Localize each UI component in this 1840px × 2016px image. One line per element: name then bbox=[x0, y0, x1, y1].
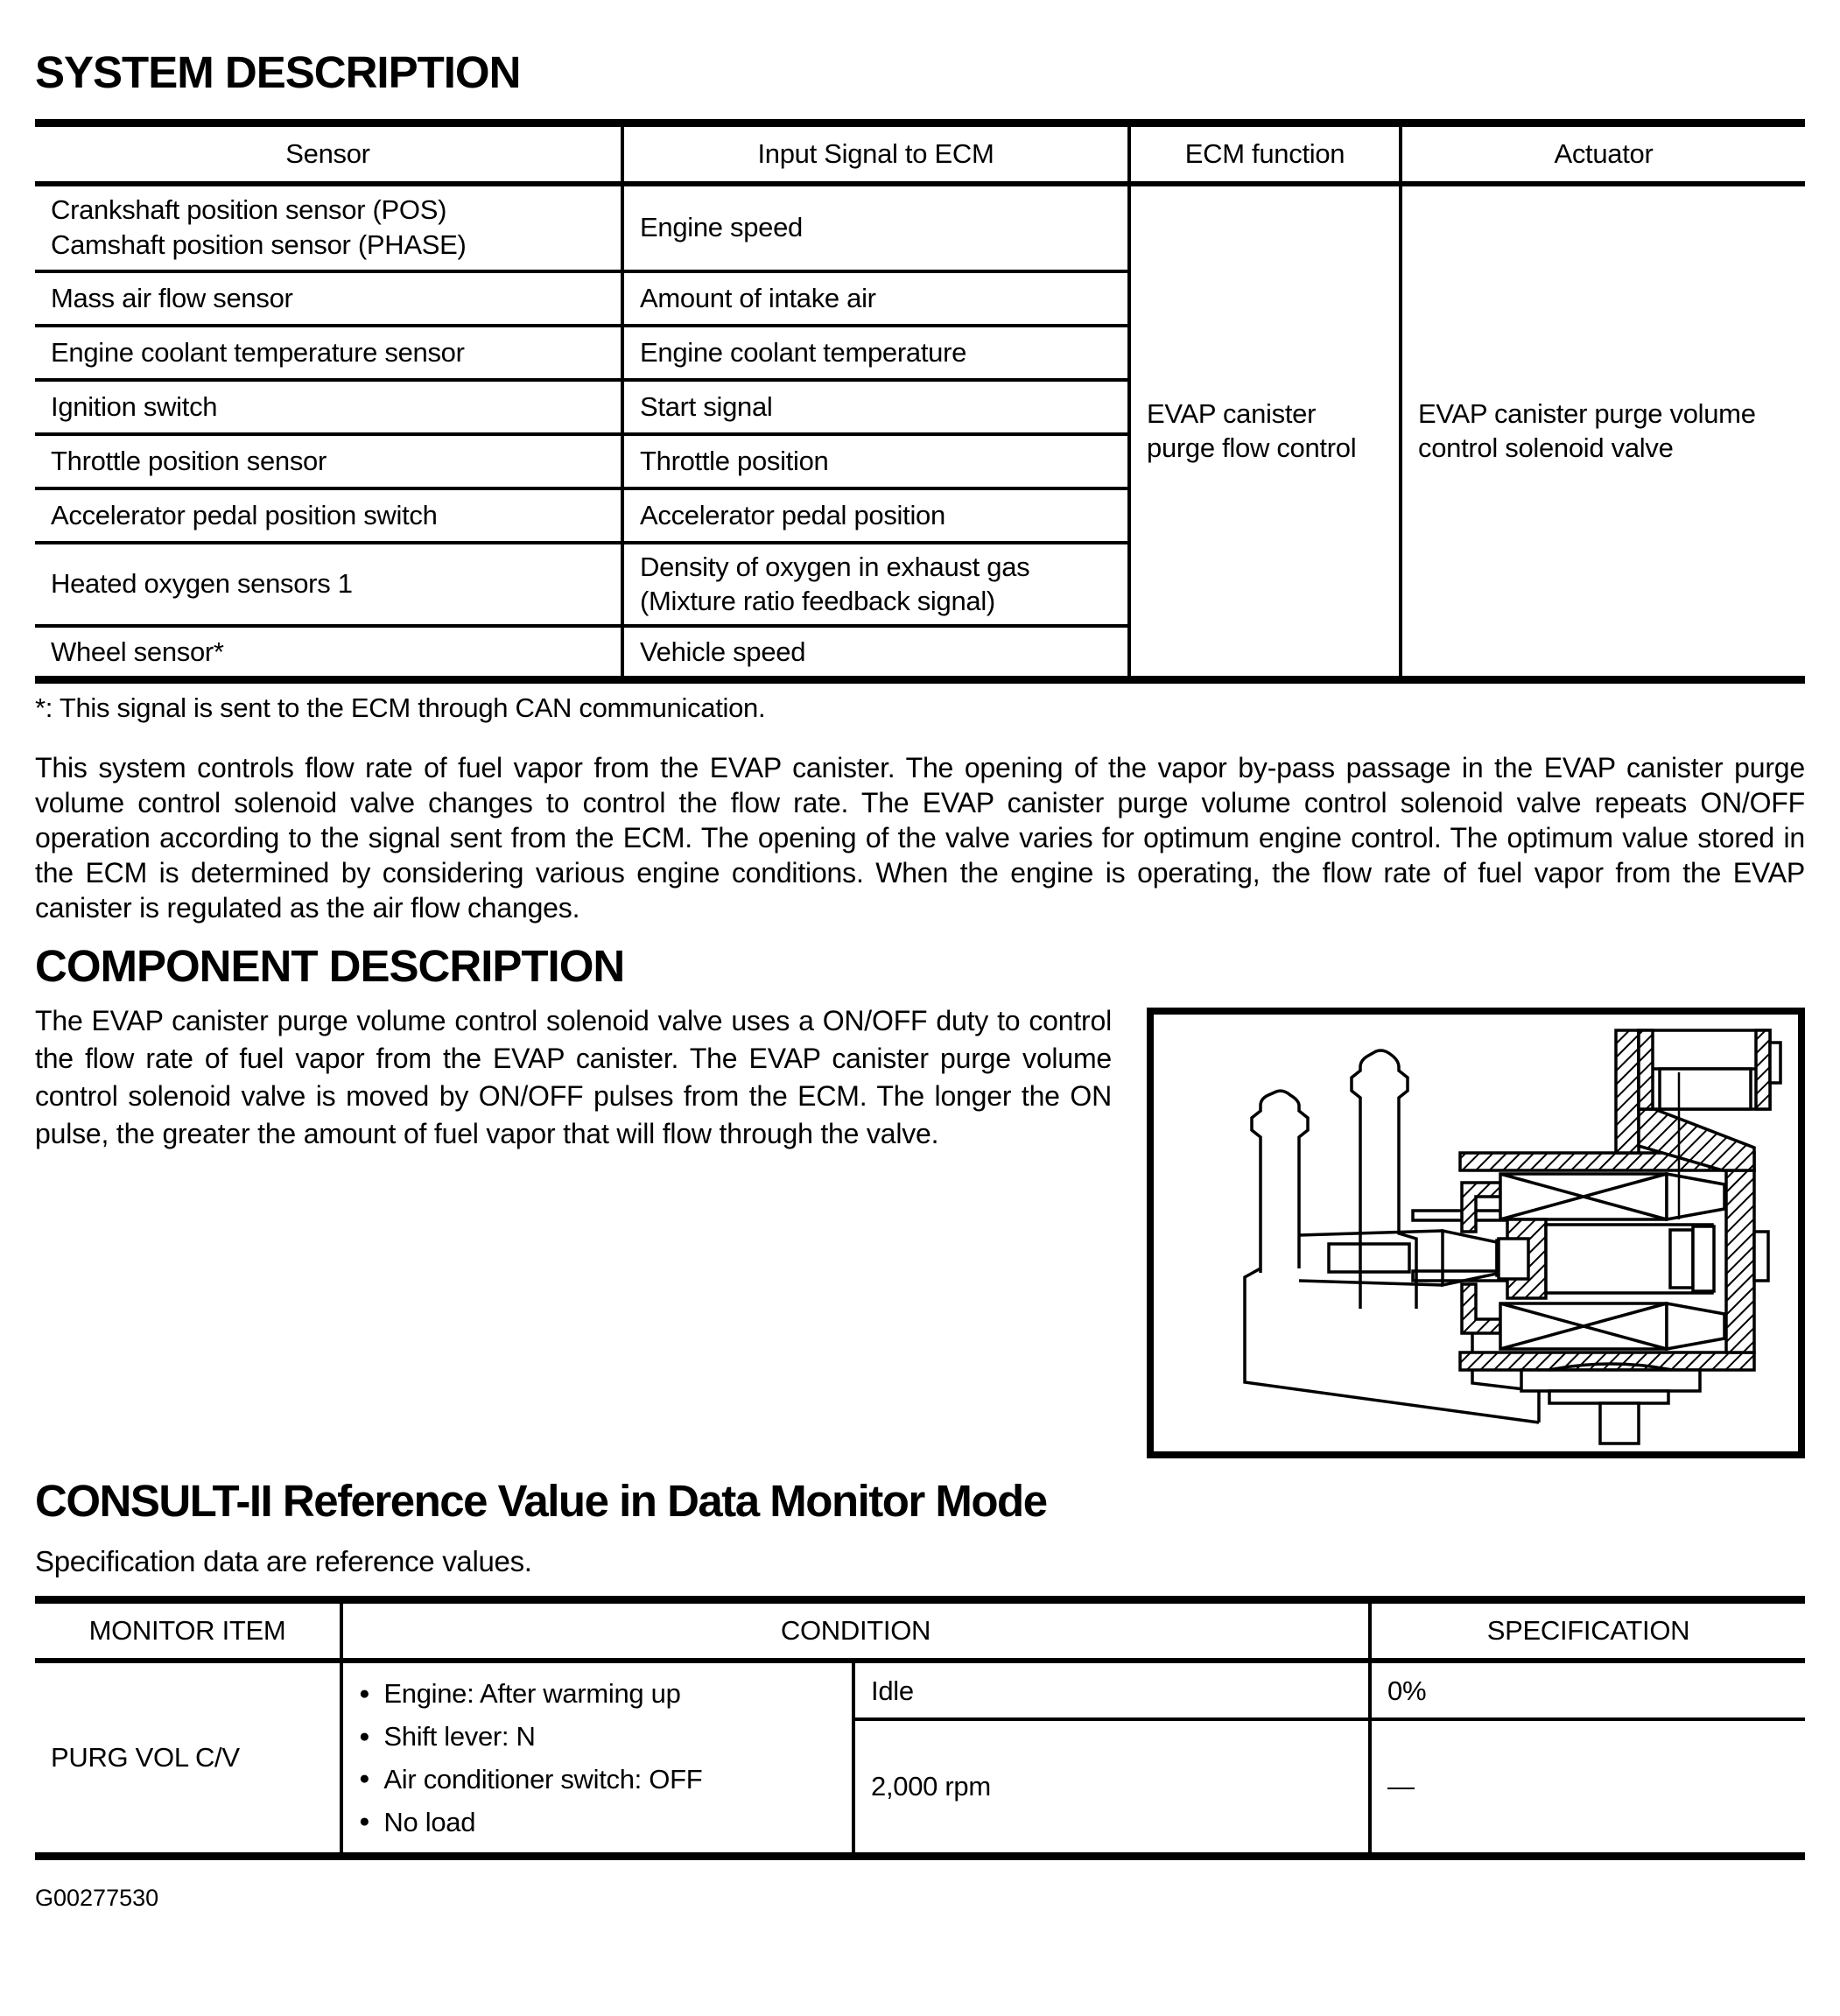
system-description-heading: SYSTEM DESCRIPTION bbox=[35, 47, 521, 97]
col-header-specification: SPECIFICATION bbox=[1370, 1600, 1805, 1661]
stator-claw-lower bbox=[1462, 1284, 1500, 1333]
condition-bullets-cell bbox=[341, 1661, 853, 1856]
figure-reference-code: G00277530 bbox=[35, 1885, 159, 1912]
sensor-cell bbox=[35, 184, 622, 271]
sensor-line: Camshaft position sensor (PHASE) bbox=[51, 229, 467, 261]
condition-item bbox=[359, 1719, 843, 1754]
condition-item bbox=[359, 1805, 843, 1840]
condition-item bbox=[359, 1762, 843, 1797]
input-cell: Start signal bbox=[622, 380, 1129, 434]
component-description-paragraph: The EVAP canister purge volume control solenoid valve uses a ON/OFF duty to control the flow rate of fuel vapor from the EVAP canister. The EVAP canister purge volume control solenoid valve is moved by ON/OFF pulses from the ECM. The longer the ON pulse, the greater the amount of fuel vapor that will flow through the valve. bbox=[35, 1004, 1112, 1149]
valve-bracket-outline bbox=[1245, 1268, 1539, 1422]
input-cell: Throttle position bbox=[622, 434, 1129, 488]
component-section-body bbox=[35, 1002, 1805, 1458]
table-row bbox=[35, 1661, 1805, 1719]
valve-nozzle bbox=[1299, 1211, 1520, 1285]
condition-text: Shift lever: N bbox=[383, 1721, 536, 1753]
col-header-actuator: Actuator bbox=[1401, 123, 1805, 184]
bullet-icon: ● bbox=[359, 1725, 370, 1746]
sensor-cell: Throttle position sensor bbox=[35, 434, 622, 488]
reference-value-table bbox=[35, 1596, 1805, 1860]
condition-text: Engine: After warming up bbox=[383, 1678, 681, 1710]
frame-plate-bottom bbox=[1460, 1352, 1754, 1370]
condition-text: No load bbox=[383, 1806, 476, 1837]
col-header-input-signal: Input Signal to ECM bbox=[622, 123, 1129, 184]
condition-state-cell: 2,000 rpm bbox=[853, 1719, 1370, 1856]
table-header-row bbox=[35, 1600, 1805, 1661]
input-cell: Vehicle speed bbox=[622, 626, 1129, 680]
input-cell: Accelerator pedal position bbox=[622, 488, 1129, 543]
sensor-cell: Engine coolant temperature sensor bbox=[35, 326, 622, 380]
table-footnote: *: This signal is sent to the ECM through CAN communication. bbox=[35, 692, 766, 724]
condition-state-cell: Idle bbox=[853, 1661, 1370, 1719]
input-line: (Mixture ratio feedback signal) bbox=[640, 586, 995, 617]
sensor-line: Crankshaft position sensor (POS) bbox=[51, 194, 447, 226]
input-cell bbox=[622, 543, 1129, 626]
component-description-heading: COMPONENT DESCRIPTION bbox=[35, 941, 625, 992]
sensor-cell: Wheel sensor* bbox=[35, 626, 622, 680]
input-cell: Engine coolant temperature bbox=[622, 326, 1129, 380]
table-header-row bbox=[35, 123, 1805, 184]
consult-subtitle: Specification data are reference values. bbox=[35, 1545, 532, 1578]
input-cell: Engine speed bbox=[622, 184, 1129, 271]
bullet-icon: ● bbox=[359, 1768, 370, 1789]
col-header-condition: CONDITION bbox=[341, 1600, 1370, 1661]
hose-port-left bbox=[1252, 1091, 1308, 1273]
sensor-cell: Heated oxygen sensors 1 bbox=[35, 543, 622, 626]
solenoid-coil-lower bbox=[1500, 1303, 1724, 1349]
hose-port-center bbox=[1352, 1050, 1416, 1309]
solenoid-valve-diagram-icon bbox=[1154, 1015, 1798, 1451]
valve-stem bbox=[1521, 1364, 1700, 1444]
solenoid-valve-figure-box bbox=[1147, 1008, 1805, 1458]
col-header-monitor-item: MONITOR ITEM bbox=[35, 1600, 341, 1661]
specification-cell: — bbox=[1370, 1719, 1805, 1856]
condition-item bbox=[359, 1676, 843, 1711]
bullet-icon: ● bbox=[359, 1810, 370, 1831]
monitor-item-cell: PURG VOL C/V bbox=[35, 1661, 341, 1856]
bullet-icon: ● bbox=[359, 1682, 370, 1703]
specification-cell: 0% bbox=[1370, 1661, 1805, 1719]
table-row bbox=[35, 184, 1805, 271]
condition-text: Air conditioner switch: OFF bbox=[383, 1763, 703, 1795]
input-cell: Amount of intake air bbox=[622, 271, 1129, 326]
sensor-cell: Mass air flow sensor bbox=[35, 271, 622, 326]
stator-claw-upper bbox=[1462, 1183, 1500, 1232]
col-header-sensor: Sensor bbox=[35, 123, 622, 184]
solenoid-coil-upper bbox=[1500, 1174, 1724, 1219]
system-description-paragraph: This system controls flow rate of fuel vapor from the EVAP canister. The opening of the vapor by-pass passage in the EVAP canister purge volume control solenoid valve changes to control the flow rate. The EVAP canister purge volume control solenoid valve repeats ON/OFF operation according to the signal sent from the ECM. The opening of the valve varies for optimum engine control. The optimum value stored in the ECM is determined by considering various engine conditions. When the engine is operating, the flow rate of fuel vapor from the EVAP canister is regulated as the air flow changes. bbox=[35, 752, 1805, 924]
actuator-cell: EVAP canister purge volume control solenoid valve bbox=[1401, 184, 1805, 680]
sensor-signal-table bbox=[35, 119, 1805, 685]
sensor-cell: Accelerator pedal position switch bbox=[35, 488, 622, 543]
col-header-ecm-function: ECM function bbox=[1129, 123, 1401, 184]
frame-wall-right bbox=[1726, 1170, 1754, 1352]
sensor-cell: Ignition switch bbox=[35, 380, 622, 434]
input-line: Density of oxygen in exhaust gas bbox=[640, 551, 1030, 582]
ecm-function-cell: EVAP canister purge flow control bbox=[1129, 184, 1401, 680]
consult-ii-heading: CONSULT-II Reference Value in Data Monitor Mode bbox=[35, 1475, 1047, 1526]
